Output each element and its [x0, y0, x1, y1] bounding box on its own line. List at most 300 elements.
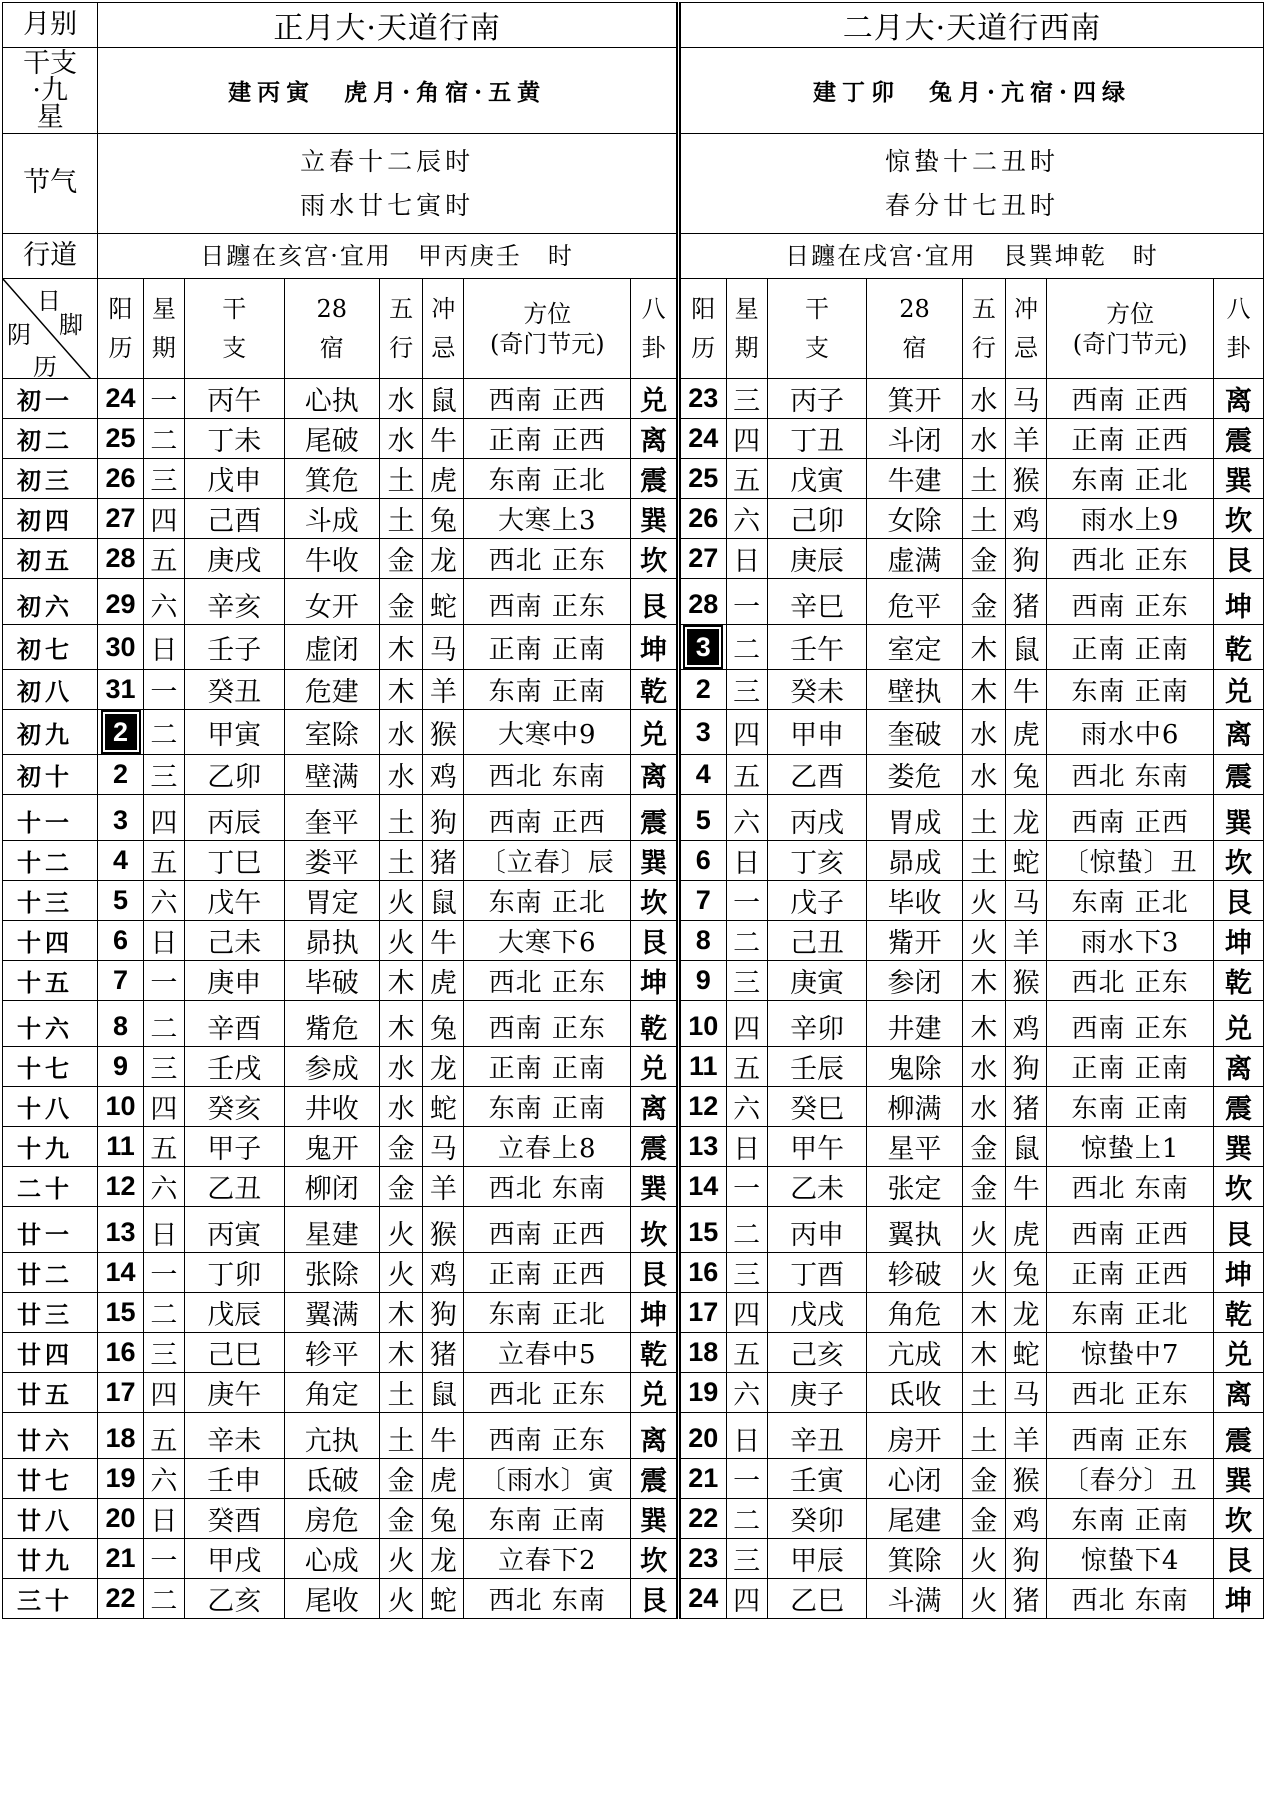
- solar-date: 27: [678, 539, 726, 579]
- wuxing: 金: [379, 1459, 422, 1499]
- chong: 猪: [1006, 1087, 1047, 1127]
- month2-wuxing-header: [962, 279, 1005, 379]
- bagua: 兑: [631, 379, 679, 419]
- month1-mansion-header: [284, 279, 379, 379]
- table-row: [3, 1127, 1264, 1167]
- fangwei: 西南 正东: [1047, 579, 1214, 625]
- table-row: [3, 1087, 1264, 1127]
- chong: 猴: [1006, 459, 1047, 499]
- fangwei: 惊蛰中7: [1047, 1333, 1214, 1373]
- solar-date: 22: [678, 1499, 726, 1539]
- mansion: 参闭: [867, 961, 962, 1001]
- bagua: 艮: [631, 1579, 679, 1619]
- solar-date: 14: [678, 1167, 726, 1207]
- solar-date: 11: [98, 1127, 143, 1167]
- bagua: 坤: [1214, 921, 1264, 961]
- bagua: 艮: [631, 921, 679, 961]
- chong: 鸡: [423, 1253, 464, 1293]
- ganzhi: 己丑: [767, 921, 867, 961]
- month1-fangwei-header: [464, 279, 631, 379]
- weekday: 一: [143, 1539, 184, 1579]
- bagua: 乾: [1214, 625, 1264, 670]
- ganzhi-header-text: 干支: [222, 295, 247, 362]
- ganzhi: 庚午: [184, 1373, 284, 1413]
- chong: 兔: [423, 1499, 464, 1539]
- fangwei: 惊蛰下4: [1047, 1539, 1214, 1579]
- bagua: 巽: [631, 841, 679, 881]
- wuxing: 火: [962, 921, 1005, 961]
- month1-title: 正月大·天道行南: [98, 3, 679, 48]
- table-row: [3, 579, 1264, 625]
- mansion: 心闭: [867, 1459, 962, 1499]
- bagua: 艮: [631, 1253, 679, 1293]
- lunar-day: 十六: [3, 1001, 98, 1047]
- bagua: 兑: [631, 1373, 679, 1413]
- table-row: [3, 670, 1264, 710]
- weekday: 五: [726, 1333, 767, 1373]
- mansion: 星平: [867, 1127, 962, 1167]
- bagua: 乾: [631, 1333, 679, 1373]
- bagua: 坤: [1214, 1579, 1264, 1619]
- lunar-day: 十四: [3, 921, 98, 961]
- solar-date: 9: [678, 961, 726, 1001]
- lunar-day: 十一: [3, 795, 98, 841]
- solar-date: 24: [678, 1579, 726, 1619]
- fangwei: 西南 正西: [464, 379, 631, 419]
- chong: 羊: [423, 1167, 464, 1207]
- bagua: 兑: [631, 710, 679, 755]
- mansion: 昴成: [867, 841, 962, 881]
- solar-date: 4: [98, 841, 143, 881]
- month2-chong-header: [1006, 279, 1047, 379]
- ganzhi-jiuxing-label-text: 干支·九星: [23, 48, 78, 133]
- chong: 猴: [423, 710, 464, 755]
- fangwei: 雨水下3: [1047, 921, 1214, 961]
- mansion: 胃定: [284, 881, 379, 921]
- bagua: 震: [1214, 1087, 1264, 1127]
- ganzhi: 丙辰: [184, 795, 284, 841]
- month2-bagua-header: [1214, 279, 1264, 379]
- weekday: 二: [143, 710, 184, 755]
- wuxing-header-text: 五行: [971, 295, 996, 362]
- mansion: 胃成: [867, 795, 962, 841]
- wuxing-header-text: 五行: [389, 295, 414, 362]
- wuxing: 土: [962, 795, 1005, 841]
- bagua: 乾: [631, 1001, 679, 1047]
- chong: 羊: [1006, 921, 1047, 961]
- fangwei: 正南 正西: [1047, 1253, 1214, 1293]
- bagua: 坤: [631, 961, 679, 1001]
- wuxing: 木: [379, 1293, 422, 1333]
- solar-date: 23: [678, 1539, 726, 1579]
- chong: 羊: [423, 670, 464, 710]
- wuxing: 木: [379, 961, 422, 1001]
- lunar-day: 初二: [3, 419, 98, 459]
- wuxing: 土: [379, 795, 422, 841]
- chong: 虎: [1006, 1207, 1047, 1253]
- bagua: 离: [1214, 710, 1264, 755]
- chong: 马: [1006, 379, 1047, 419]
- chong: 鸡: [1006, 1001, 1047, 1047]
- table-row: [3, 1459, 1264, 1499]
- fangwei: 东南 正南: [1047, 1087, 1214, 1127]
- solar-date: 5: [98, 881, 143, 921]
- ganzhi: 壬戌: [184, 1047, 284, 1087]
- ganzhi: 己未: [184, 921, 284, 961]
- table-row: [3, 881, 1264, 921]
- bagua: 震: [1214, 755, 1264, 795]
- mansion: 氐破: [284, 1459, 379, 1499]
- lunar-day: 初十: [3, 755, 98, 795]
- bagua: 巽: [631, 499, 679, 539]
- solar-date: 26: [98, 459, 143, 499]
- weekday: 二: [143, 1293, 184, 1333]
- mansion-header-num: 28: [899, 295, 930, 324]
- mansion: 箕除: [867, 1539, 962, 1579]
- fangwei: 西北 东南: [1047, 1167, 1214, 1207]
- weekday: 三: [143, 1047, 184, 1087]
- mansion: 昴执: [284, 921, 379, 961]
- fangwei: 东南 正南: [464, 1499, 631, 1539]
- day-rows: [3, 379, 1264, 1619]
- table-row: [3, 379, 1264, 419]
- chong: 蛇: [423, 579, 464, 625]
- solar-date: 7: [98, 961, 143, 1001]
- bagua: 震: [631, 459, 679, 499]
- chong: 鸡: [1006, 1499, 1047, 1539]
- ganzhi: 乙卯: [184, 755, 284, 795]
- ganzhi: 甲子: [184, 1127, 284, 1167]
- table-row: [3, 1001, 1264, 1047]
- mansion: 亢执: [284, 1413, 379, 1459]
- solar-date: 17: [98, 1373, 143, 1413]
- weekday: 三: [143, 459, 184, 499]
- ganzhi: 庚申: [184, 961, 284, 1001]
- chong: 龙: [423, 1539, 464, 1579]
- chong: 猴: [423, 1207, 464, 1253]
- weekday: 日: [143, 625, 184, 670]
- highlighted-date: 2: [101, 710, 141, 754]
- chong: 牛: [423, 1413, 464, 1459]
- month2-solar-date-header: [678, 279, 726, 379]
- month2-terms: [678, 134, 1263, 234]
- chong: 蛇: [423, 1087, 464, 1127]
- fangwei-header-label: 方位: [523, 299, 572, 328]
- month2-xingdao: 日躔在戌宫·宜用 艮巽坤乾 时: [678, 234, 1263, 279]
- wuxing: 木: [962, 1293, 1005, 1333]
- lunar-day: 十三: [3, 881, 98, 921]
- month1-term-1: 立春十二辰时: [300, 146, 475, 176]
- lunar-day: 初五: [3, 539, 98, 579]
- chong: 牛: [423, 419, 464, 459]
- solar-date: 12: [678, 1087, 726, 1127]
- table-row: [3, 1253, 1264, 1293]
- ganzhi: 己酉: [184, 499, 284, 539]
- weekday: 日: [726, 1127, 767, 1167]
- solar-date: 30: [98, 625, 143, 670]
- ganzhi: 辛巳: [767, 579, 867, 625]
- lunar-day: 廿八: [3, 1499, 98, 1539]
- weekday: 二: [726, 1207, 767, 1253]
- chong: 猴: [1006, 961, 1047, 1001]
- solar-date: 23: [678, 379, 726, 419]
- solar-date: 27: [98, 499, 143, 539]
- mansion: 轸平: [284, 1333, 379, 1373]
- chong: 鼠: [423, 881, 464, 921]
- bagua: 兑: [1214, 1001, 1264, 1047]
- chong: 兔: [1006, 1253, 1047, 1293]
- wuxing: 火: [379, 1579, 422, 1619]
- ganzhi: 癸卯: [767, 1499, 867, 1539]
- chong: 狗: [1006, 539, 1047, 579]
- ganzhi: 丙申: [767, 1207, 867, 1253]
- mansion: 尾建: [867, 1499, 962, 1539]
- wuxing: 火: [379, 1253, 422, 1293]
- solar-date: 31: [98, 670, 143, 710]
- chong: 鼠: [423, 379, 464, 419]
- fangwei: 正南 正西: [464, 1253, 631, 1293]
- mansion: 角定: [284, 1373, 379, 1413]
- wuxing: 木: [962, 1001, 1005, 1047]
- mansion: 翼满: [284, 1293, 379, 1333]
- solar-date: [678, 625, 726, 670]
- ganzhi: 丁卯: [184, 1253, 284, 1293]
- solar-date: 6: [678, 841, 726, 881]
- bagua: 离: [631, 755, 679, 795]
- ganzhi: 甲午: [767, 1127, 867, 1167]
- corner-top: 日: [37, 287, 61, 315]
- fangwei: 正南 正西: [1047, 419, 1214, 459]
- mansion: 虚满: [867, 539, 962, 579]
- ganzhi: 丙寅: [184, 1207, 284, 1253]
- ganzhi: 壬午: [767, 625, 867, 670]
- fangwei: 正南 正西: [464, 419, 631, 459]
- chong: 羊: [1006, 1413, 1047, 1459]
- lunar-day: 初六: [3, 579, 98, 625]
- wuxing: 土: [379, 1413, 422, 1459]
- bagua: 震: [1214, 1413, 1264, 1459]
- wuxing: 水: [962, 419, 1005, 459]
- weekday: 六: [143, 1167, 184, 1207]
- solar-date: 3: [98, 795, 143, 841]
- ganzhi: 壬寅: [767, 1459, 867, 1499]
- bagua: 离: [631, 1413, 679, 1459]
- fangwei: 雨水上9: [1047, 499, 1214, 539]
- month1-xingdao: 日躔在亥宫·宜用 甲丙庚壬 时: [98, 234, 679, 279]
- solar-date: 22: [98, 1579, 143, 1619]
- fangwei: 立春中5: [464, 1333, 631, 1373]
- mansion-header-char: 宿: [902, 333, 927, 362]
- solar-date: 8: [678, 921, 726, 961]
- wuxing: 土: [379, 1373, 422, 1413]
- weekday: 一: [726, 1459, 767, 1499]
- bagua: 巽: [1214, 1459, 1264, 1499]
- month2-fangwei-header: [1047, 279, 1214, 379]
- ganzhi: 戊寅: [767, 459, 867, 499]
- chong: 牛: [423, 921, 464, 961]
- lunar-day: 廿五: [3, 1373, 98, 1413]
- mansion: 尾破: [284, 419, 379, 459]
- weekday: 二: [726, 1499, 767, 1539]
- mansion: 危平: [867, 579, 962, 625]
- ganzhi: 辛卯: [767, 1001, 867, 1047]
- ganzhi: 辛亥: [184, 579, 284, 625]
- wuxing: 水: [379, 710, 422, 755]
- mansion: 轸破: [867, 1253, 962, 1293]
- chong: 虎: [423, 961, 464, 1001]
- weekday: 日: [726, 539, 767, 579]
- weekday: 六: [726, 795, 767, 841]
- fangwei: 东南 正南: [464, 1087, 631, 1127]
- fangwei: 西北 东南: [464, 755, 631, 795]
- ganzhi: 丁巳: [184, 841, 284, 881]
- wuxing: 火: [379, 881, 422, 921]
- wuxing: 火: [962, 1253, 1005, 1293]
- fangwei-header-sub: (奇门节元): [1072, 329, 1188, 358]
- weekday: 二: [143, 1579, 184, 1619]
- solar-date: 5: [678, 795, 726, 841]
- mansion: 张除: [284, 1253, 379, 1293]
- ganzhi: 戊辰: [184, 1293, 284, 1333]
- ganzhi: 甲寅: [184, 710, 284, 755]
- bagua: 坎: [631, 1207, 679, 1253]
- bagua: 艮: [1214, 1207, 1264, 1253]
- mansion: 娄危: [867, 755, 962, 795]
- table-row: [3, 841, 1264, 881]
- month1-solar-date-header: [98, 279, 143, 379]
- month1-ganzhi-header: [184, 279, 284, 379]
- chong: 兔: [1006, 755, 1047, 795]
- wuxing: 火: [379, 1207, 422, 1253]
- solar-date: 4: [678, 755, 726, 795]
- fangwei: 〔雨水〕寅: [464, 1459, 631, 1499]
- bagua: 离: [1214, 1047, 1264, 1087]
- chong: 狗: [1006, 1539, 1047, 1579]
- bagua: 艮: [631, 579, 679, 625]
- month1-bagua-header: [631, 279, 679, 379]
- weekday: 二: [726, 921, 767, 961]
- fangwei: 东南 正北: [1047, 459, 1214, 499]
- chong: 虎: [423, 459, 464, 499]
- chong: 狗: [1006, 1047, 1047, 1087]
- lunar-day: 廿六: [3, 1413, 98, 1459]
- bagua: 坎: [1214, 1167, 1264, 1207]
- fangwei-header-sub: (奇门节元): [489, 329, 605, 358]
- ganzhi: 癸酉: [184, 1499, 284, 1539]
- fangwei: 西北 东南: [464, 1167, 631, 1207]
- table-row: [3, 1579, 1264, 1619]
- ganzhi: 戊戌: [767, 1293, 867, 1333]
- wuxing: 水: [379, 755, 422, 795]
- wuxing: 火: [962, 1539, 1005, 1579]
- weekday: 日: [726, 1413, 767, 1459]
- chong: 鼠: [1006, 1127, 1047, 1167]
- weekday: 六: [726, 499, 767, 539]
- weekday: 一: [143, 1253, 184, 1293]
- wuxing: 水: [962, 710, 1005, 755]
- solar-date: 3: [678, 710, 726, 755]
- lunar-day: 廿四: [3, 1333, 98, 1373]
- ganzhi: 丙子: [767, 379, 867, 419]
- bagua: 兑: [631, 1047, 679, 1087]
- chong: 鸡: [423, 755, 464, 795]
- wuxing: 木: [379, 1333, 422, 1373]
- ganzhi: 丁未: [184, 419, 284, 459]
- solar-date: 20: [678, 1413, 726, 1459]
- solar-date: [98, 710, 143, 755]
- mansion: 斗成: [284, 499, 379, 539]
- solar-date: 7: [678, 881, 726, 921]
- solar-date: 13: [678, 1127, 726, 1167]
- ganzhi: 庚戌: [184, 539, 284, 579]
- lunar-day: 初八: [3, 670, 98, 710]
- wuxing: 土: [379, 841, 422, 881]
- month2-weekday-header: [726, 279, 767, 379]
- solar-date-header-text: 阳历: [108, 295, 133, 362]
- mansion: 觜危: [284, 1001, 379, 1047]
- bagua-header-text: 八卦: [641, 295, 666, 362]
- mansion: 心执: [284, 379, 379, 419]
- solar-date: 29: [98, 579, 143, 625]
- lunar-day: 初九: [3, 710, 98, 755]
- chong: 狗: [423, 795, 464, 841]
- chong: 牛: [1006, 1167, 1047, 1207]
- mansion: 虚闭: [284, 625, 379, 670]
- solar-date: 16: [98, 1333, 143, 1373]
- corner-right: 脚: [59, 311, 83, 339]
- ganzhi: 乙亥: [184, 1579, 284, 1619]
- mansion: 奎破: [867, 710, 962, 755]
- fangwei: 西南 正西: [1047, 795, 1214, 841]
- ganzhi: 丙午: [184, 379, 284, 419]
- bagua: 坎: [1214, 841, 1264, 881]
- weekday: 六: [726, 1087, 767, 1127]
- lunar-day: 廿二: [3, 1253, 98, 1293]
- wuxing: 水: [379, 379, 422, 419]
- mansion: 危建: [284, 670, 379, 710]
- almanac-table: [2, 2, 1264, 1619]
- ganzhi: 乙未: [767, 1167, 867, 1207]
- fangwei: 西南 正东: [464, 1413, 631, 1459]
- wuxing: 土: [379, 459, 422, 499]
- wuxing: 木: [379, 625, 422, 670]
- mansion: 鬼除: [867, 1047, 962, 1087]
- ganzhi: 丁亥: [767, 841, 867, 881]
- solar-date: 28: [678, 579, 726, 625]
- mansion: 氐收: [867, 1373, 962, 1413]
- weekday: 六: [143, 881, 184, 921]
- chong: 龙: [1006, 1293, 1047, 1333]
- wuxing: 金: [962, 539, 1005, 579]
- solar-date: 25: [98, 419, 143, 459]
- solar-date: 17: [678, 1293, 726, 1333]
- solar-date: 18: [678, 1333, 726, 1373]
- bagua: 坤: [631, 1293, 679, 1333]
- wuxing: 火: [962, 881, 1005, 921]
- ganzhi: 己卯: [767, 499, 867, 539]
- bagua: 坎: [631, 539, 679, 579]
- corner-left: 阴: [7, 321, 31, 349]
- fangwei: 东南 正南: [1047, 670, 1214, 710]
- chong: 马: [423, 1127, 464, 1167]
- month-label: 月别: [3, 3, 98, 48]
- bagua: 巽: [631, 1499, 679, 1539]
- mansion: 井建: [867, 1001, 962, 1047]
- chong: 猪: [423, 841, 464, 881]
- lunar-day: 初四: [3, 499, 98, 539]
- solar-date-header-text: 阳历: [691, 295, 716, 362]
- ganzhi: 辛酉: [184, 1001, 284, 1047]
